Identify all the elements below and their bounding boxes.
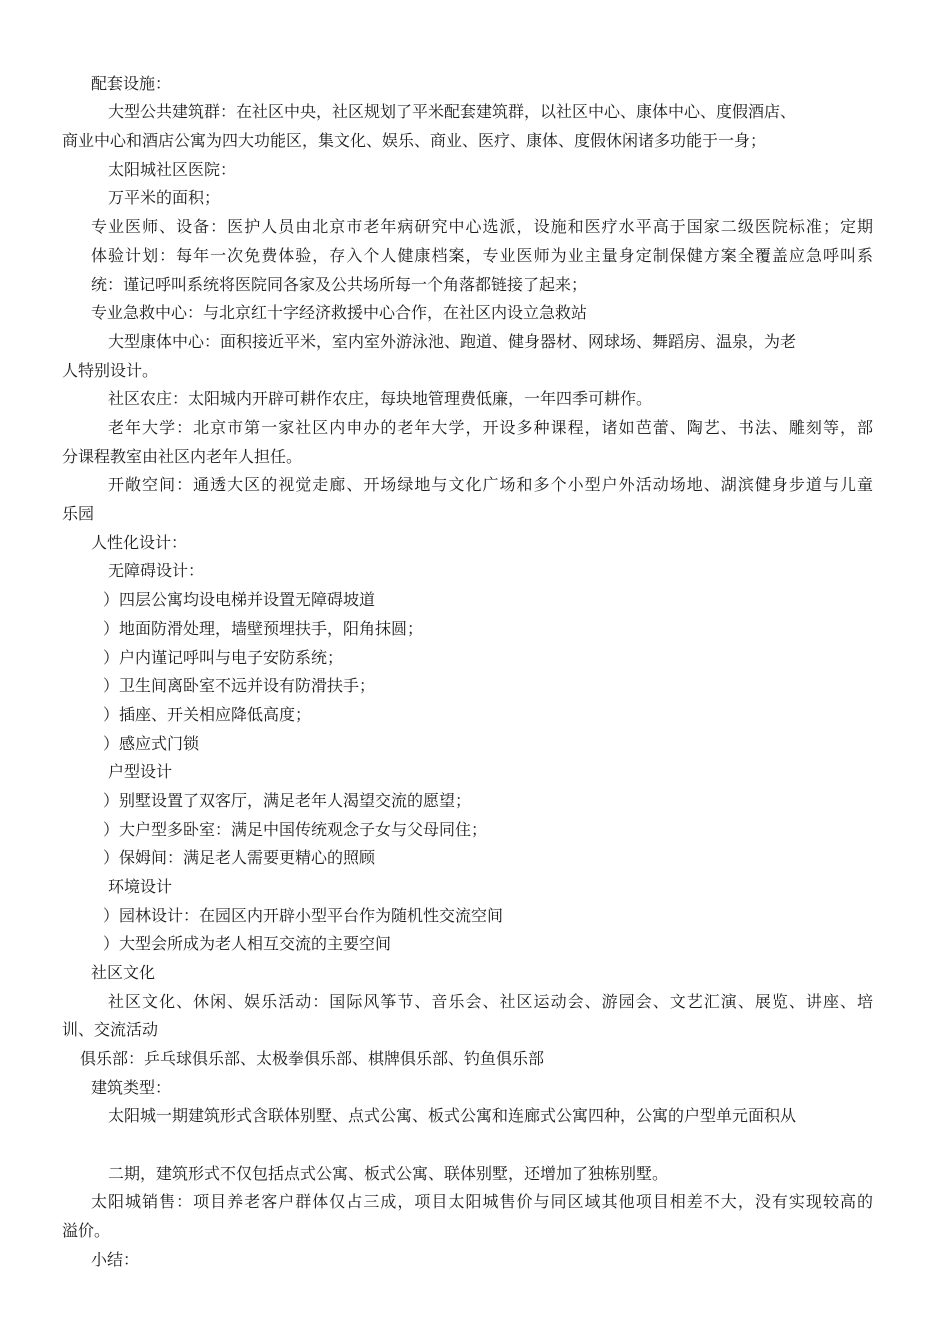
list-item: ）大型会所成为老人相互交流的主要空间 — [103, 934, 392, 953]
community-farm: 社区农庄：太阳城内开辟可耕作农庄，每块地管理费低廉，一年四季可耕作。 — [108, 389, 653, 408]
sales-line-1: 太阳城销售：项目养老客户群体仅占三成，项目太阳城售价与同区域其他项目相差不大，没有实现较高的 — [91, 1192, 873, 1211]
architecture-phase-1: 太阳城一期建筑形式含联体别墅、点式公寓、板式公寓和连廊式公寓四种，公寓的户型单元面积从 — [108, 1106, 797, 1125]
list-item: ）感应式门锁 — [103, 734, 200, 753]
culture-activities-line-1: 社区文化、休闲、娱乐活动：国际风筝节、音乐会、社区运动会、游园会、文艺汇演、展览、讲座、培 — [108, 992, 873, 1011]
fitness-center-line-1: 大型康体中心：面积接近平米，室内室外游泳池、跑道、健身器材、网球场、舞蹈房、温泉，为老 — [108, 332, 797, 351]
hospital-staff-line-1: 专业医师、设备：医护人员由北京市老年病研究中心选派，设施和医疗水平高于国家二级医院标准；定期 — [91, 217, 873, 236]
culture-heading: 社区文化 — [91, 963, 156, 982]
public-buildings-line-2: 商业中心和酒店公寓为四大功能区，集文化、娱乐、商业、医疗、康体、度假休闲诸多功能于一身； — [62, 131, 767, 150]
facilities-heading: 配套设施： — [91, 74, 172, 93]
summary-heading: 小结： — [91, 1250, 140, 1269]
hospital-staff-line-2: 体验计划：每年一次免费体验，存入个人健康档案，专业医师为业主量身定制保健方案全覆盖应急呼叫系 — [91, 246, 873, 265]
open-space-line-2: 乐园 — [62, 504, 95, 523]
list-item: ）卫生间离卧室不远并设有防滑扶手； — [103, 676, 376, 695]
architecture-phase-2: 二期，建筑形式不仅包括点式公寓、板式公寓、联体别墅，还增加了独栋别墅。 — [108, 1164, 669, 1183]
list-item: ）地面防滑处理，墙壁预埋扶手，阳角抹圆； — [103, 619, 424, 638]
emergency-center: 专业急救中心：与北京红十字经济救援中心合作，在社区内设立急救站 — [91, 303, 588, 322]
humanized-heading: 人性化设计： — [91, 533, 188, 552]
list-item: ）户内谨记呼叫与电子安防系统； — [103, 648, 344, 667]
hospital-staff-line-3: 统：谨记呼叫系统将医院同各家及公共场所每一个角落都链接了起来； — [91, 275, 588, 294]
open-space-line-1: 开敞空间：通透大区的视觉走廊、开场绿地与文化广场和多个小型户外活动场地、湖滨健身步道与儿童 — [108, 475, 873, 494]
barrier-free-title: 无障碍设计： — [108, 561, 205, 580]
hospital-area: 万平米的面积； — [108, 188, 221, 207]
list-item: ）大户型多卧室：满足中国传统观念子女与父母同住； — [103, 820, 488, 839]
environment-design-title: 环境设计 — [108, 877, 173, 896]
list-item: ）保姆间：满足老人需要更精心的照顾 — [103, 848, 376, 867]
public-buildings-line-1: 大型公共建筑群：在社区中央，社区规划了平米配套建筑群，以社区中心、康体中心、度假酒店、 — [108, 102, 797, 121]
fitness-center-line-2: 人特别设计。 — [62, 361, 159, 380]
senior-university-line-2: 分课程教室由社区内老年人担任。 — [62, 447, 303, 466]
architecture-heading: 建筑类型： — [91, 1078, 172, 1097]
sales-line-2: 溢价。 — [62, 1221, 111, 1240]
culture-activities-line-2: 训、交流活动 — [62, 1020, 159, 1039]
unit-design-title: 户型设计 — [108, 762, 173, 781]
list-item: ）插座、开关相应降低高度； — [103, 705, 312, 724]
clubs: 俱乐部：乒乓球俱乐部、太极拳俱乐部、棋牌俱乐部、钓鱼俱乐部 — [80, 1049, 545, 1068]
list-item: ）四层公寓均设电梯并设置无障碍坡道 — [103, 590, 376, 609]
list-item: ）别墅设置了双客厅，满足老年人渴望交流的愿望； — [103, 791, 472, 810]
hospital-title: 太阳城社区医院： — [108, 160, 237, 179]
list-item: ）园林设计：在园区内开辟小型平台作为随机性交流空间 — [103, 906, 504, 925]
senior-university-line-1: 老年大学：北京市第一家社区内申办的老年大学，开设多种课程，诸如芭蕾、陶艺、书法、雕刻等，部 — [108, 418, 873, 437]
